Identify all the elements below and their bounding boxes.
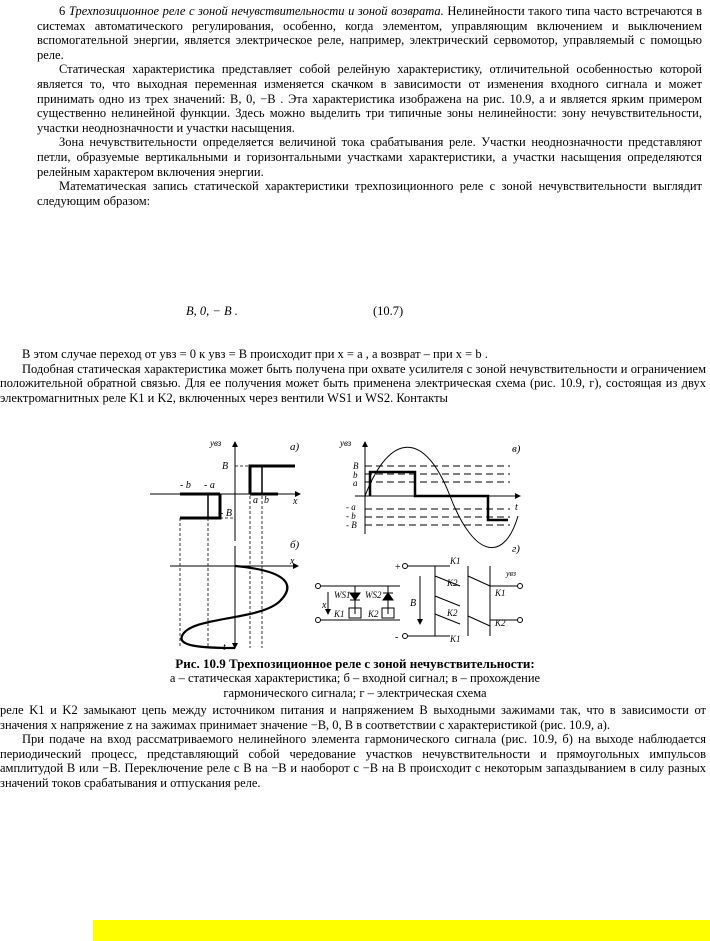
neg-b-label: - b — [180, 480, 191, 491]
text-block-top — [37, 4, 702, 208]
contact-K2-bottom: K2 — [447, 608, 458, 618]
caption-title: Рис. 10.9 Трехпозиционное реле с зоной нечувствительности: — [175, 656, 535, 671]
formula-expression: B, 0, − B . — [186, 304, 238, 318]
supply-B-label: B — [410, 598, 417, 609]
paragraph-5: В этом случае переход от yвз = 0 к yвз = B происходит при x = a , а возврат – при x = b . — [22, 347, 488, 361]
caption-line-2: а – статическая характеристика; б – входной сигнал; в – прохождение — [169, 671, 541, 685]
circuit-x-label: x — [322, 600, 327, 611]
panel-v-negB: - B — [346, 520, 357, 530]
panel-v-y-label: yвз — [340, 438, 352, 448]
panel-a-label: а) — [290, 441, 300, 453]
WS2-label: WS2 — [365, 590, 382, 600]
paragraph-2: Статическая характеристика представляет собой релейную характеристику, отличительной особенностью которой является то, что выходная переменная изменяется скачком в зависимости от изменения входного сигнала и может принимать одно из трех значений: B, 0, −B . Эта характеристика изображена на рис. 10.9, а и является ярким примером существенно нелинейной функции. Здесь можно выделить три типичные зоны нелинейности: зону нечувствительности, участки неоднозначности и участки насыщения. — [37, 62, 702, 135]
contact-K2-right: K2 — [495, 618, 506, 628]
formula-10-7 — [186, 304, 426, 320]
figure-caption — [60, 656, 650, 701]
relay-K2-coil: K2 — [368, 609, 379, 619]
x-axis-label: x — [293, 496, 298, 507]
plus-terminal: + — [395, 562, 401, 573]
paragraph-1-text: Нелинейности такого типа часто встречаются в системах автоматического регулирования, особенно, когда элементом, управляющим включением и выключением вспомогательной энергии, является электрическое реле, например, электрический сервомотор, управляемый с помощью реле. — [37, 4, 703, 62]
panel-b-label: б) — [290, 539, 300, 551]
contact-K1-right: K1 — [495, 588, 506, 598]
level-B-label: B — [222, 461, 229, 472]
panel-v-label: в) — [512, 443, 521, 455]
panel-g-label: г) — [512, 543, 520, 555]
text-block-bottom — [0, 703, 706, 791]
neg-a-label: - a — [204, 480, 215, 491]
contact-K1-bottom: K1 — [450, 634, 461, 644]
panel-a-characteristic — [150, 438, 300, 541]
contact-K1-top: K1 — [450, 556, 461, 566]
contact-K2-top: K2 — [447, 578, 458, 588]
figure-drawing — [150, 436, 540, 654]
b-label: b — [264, 495, 269, 506]
panel-g-circuit — [316, 543, 523, 644]
relay-K1-coil: K1 — [334, 609, 345, 619]
WS1-label: WS1 — [334, 590, 351, 600]
output-label: yвз — [506, 569, 517, 578]
paragraph-3: Зона нечувствительности определяется величиной тока срабатывания реле. Участки неоднозначности представляют петли, образуемые вертикальными и горизонтальными участками характеристики, а участки насыщения определяются релейным характером включения энергии. — [37, 135, 702, 179]
panel-v-B: B — [353, 461, 359, 471]
section-title: Трехпозиционное реле с зоной нечувствительности и зоной возврата. — [68, 4, 444, 18]
panel-b-t-label: t — [223, 642, 226, 653]
text-block-middle — [0, 347, 706, 405]
yellow-highlight-bar — [93, 920, 710, 941]
panel-b-x-label: x — [290, 556, 295, 567]
level-negB-label: - B — [220, 508, 232, 519]
panel-v-t-label: t — [515, 502, 518, 513]
paragraph-6: Подобная статическая характеристика может быть получена при охвате усилителя с зоной нечувствительности и ограничением положительной обратной связью. Для ее получения может быть применена электрическая схема (рис. 10.9, г), состоящая из двух электромагнитных реле K1 и K2, включенных через вентили WS1 и WS2. Контакты — [0, 361, 706, 405]
paragraph-8: При подаче на вход рассматриваемого нелинейного элемента гармонического сигнала (рис. 10.9, б) на выходе наблюдается периодический процесс, представляющий собой чередование участков нечувствительности и прямоугольных импульсов амплитудой B или −B. Переключение реле с B на −B и наоборот с −B на B происходит с некоторым запаздыванием в силу разных значений токов срабатывания и отпускания реле. — [0, 732, 706, 790]
panel-v-b: b — [353, 470, 358, 480]
minus-terminal: - — [395, 632, 399, 643]
y-axis-label: yвз — [210, 438, 222, 448]
panel-v-neg-b: - b — [346, 511, 356, 521]
panel-v-harmonic — [339, 438, 521, 548]
panel-v-neg-a: - a — [346, 502, 356, 512]
paragraph-4: Математическая запись статической характеристики трехпозиционного реле с зоной нечувствительности выглядит следующим образом: — [37, 179, 702, 208]
figure-10-9 — [150, 436, 540, 654]
a-label: a — [253, 495, 258, 506]
paragraph-1 — [37, 4, 702, 62]
section-number: 6 — [59, 4, 66, 18]
panel-v-a: a — [353, 478, 358, 488]
caption-line-3: гармонического сигнала; г – электрическая схема — [223, 686, 487, 700]
paragraph-7: реле K1 и K2 замыкают цепь между источником питания и напряжением B выходными зажимами так, что в зависимости от значения x напряжение z на зажимах принимает значение −B, 0, B в соответствии с характеристикой (рис. 10.9, а). — [0, 703, 706, 732]
formula-number: (10.7) — [373, 304, 404, 318]
